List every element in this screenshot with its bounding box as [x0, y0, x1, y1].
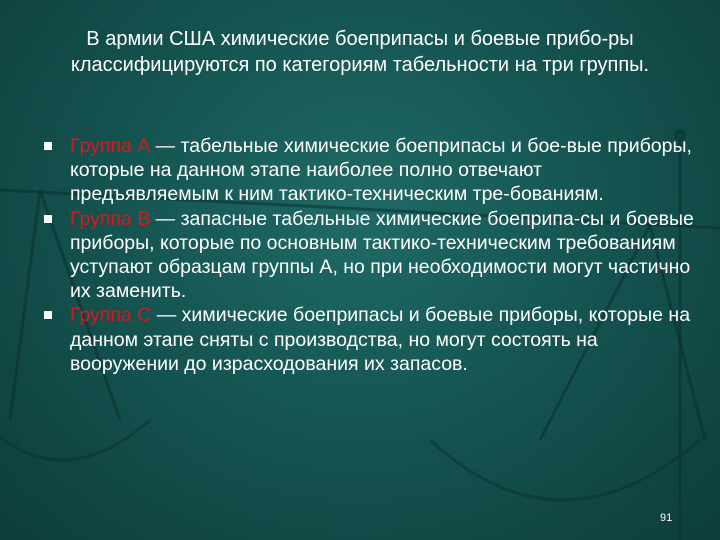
- bullet-item-group-b: [44, 207, 694, 304]
- square-bullet-icon: [44, 311, 52, 319]
- bullet-list: [44, 134, 694, 376]
- slide-title: В армии США химические боеприпасы и боевые прибо-ры классифицируются по категориям табельности на три группы.: [70, 28, 650, 76]
- group-b-text: — запасные табельные химические боеприпа-сы и боевые приборы, которые по основным тактико-техническим требованиям уступают образцам группы А, но при необходимости могут частично их заменить.: [70, 207, 694, 303]
- group-c-text: — химические боеприпасы и боевые приборы, которые на данном этапе сняты с производства, но могут состоять на вооружении до израсходования их запасов.: [70, 304, 691, 375]
- bullet-item-group-c: [44, 303, 694, 376]
- bullet-item-group-a: [44, 134, 694, 207]
- square-bullet-icon: [44, 215, 52, 223]
- page-number: 91: [660, 512, 673, 524]
- group-a-label: Группа А: [70, 135, 151, 157]
- group-a-text: — табельные химические боеприпасы и бое-вые приборы, которые на данном этапе наиболее полно отвечают предъявляемым к ним тактико-техническим тре-бованиям.: [70, 135, 692, 206]
- group-c-label: Группа С: [70, 304, 152, 327]
- group-b-label: Группа В: [70, 207, 151, 230]
- square-bullet-icon: [44, 142, 52, 150]
